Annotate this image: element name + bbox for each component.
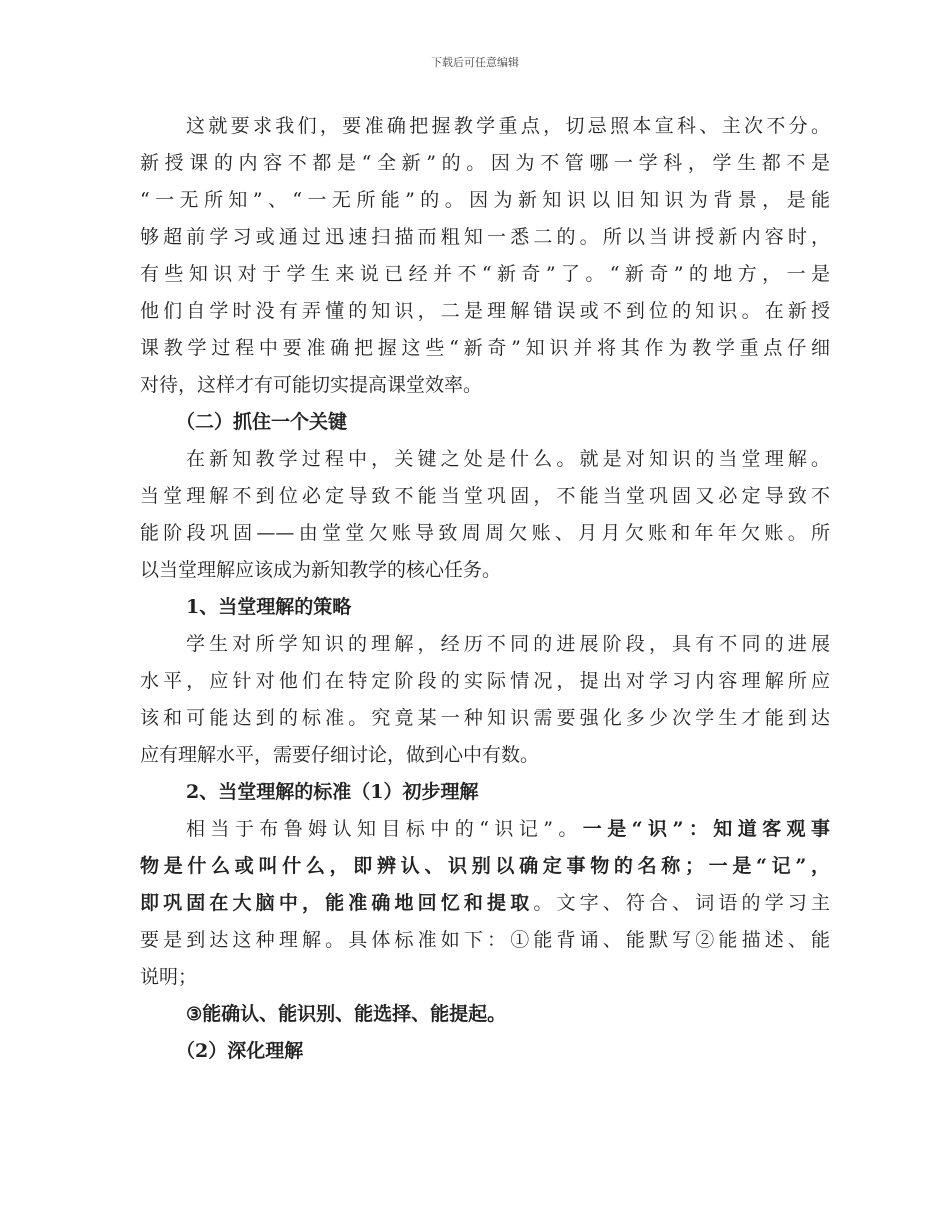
circled-number: ③ xyxy=(186,1004,203,1025)
paragraph-line: 对待，这样才有可能切实提高课堂效率。 xyxy=(140,374,483,396)
paragraph-line: 这就要求我们，要准确把握教学重点，切忌照本宣科、主次不分。 xyxy=(186,115,830,137)
paragraph-line: 该和可能达到的标准。究竟某一种知识需要强化多少次学生才能到达 xyxy=(140,707,830,729)
paragraph-line: 水平，应针对他们在特定阶段的实际情况，提出对学习内容理解所应 xyxy=(140,670,830,692)
subsection-heading: （2）深化理解 xyxy=(176,1040,304,1062)
section-heading: （二）抓住一个关键 xyxy=(176,411,348,433)
paragraph-line: 在新知教学过程中，关键之处是什么。就是对知识的当堂理解。 xyxy=(186,448,830,470)
document-body xyxy=(140,108,830,1070)
paragraph-line: 当堂理解不到位必定导致不能当堂巩固，不能当堂巩固又必定导致不 xyxy=(140,485,830,507)
paragraph-line: 课教学过程中要准确把握这些“新奇”知识并将其作为教学重点仔细 xyxy=(140,337,830,359)
paragraph-line: 要是到达这种理解。具体标准如下：①能背诵、能默写②能描述、能 xyxy=(140,929,830,951)
paragraph-line: 学生对所学知识的理解，经历不同的进展阶段，具有不同的进展 xyxy=(186,633,830,655)
paragraph-line xyxy=(140,811,830,848)
paragraph-line: 他们自学时没有弄懂的知识，二是理解错误或不到位的知识。在新授 xyxy=(140,300,830,322)
subsection-heading: 2、当堂理解的标准（1）初步理解 xyxy=(186,781,479,803)
subsection-heading: 1、当堂理解的策略 xyxy=(186,596,352,618)
bold-text: 即巩固在大脑中，能准确地回忆和提取 xyxy=(140,892,534,914)
paragraph-line: “一无所知”、“一无所能”的。因为新知识以旧知识为背景，是能 xyxy=(140,189,830,211)
paragraph-line: 够超前学习或通过迅速扫描而粗知一悉二的。所以当讲授新内容时， xyxy=(140,226,830,248)
paragraph-line xyxy=(140,885,830,922)
paragraph-line: 新授课的内容不都是“全新”的。因为不管哪一学科，学生都不是 xyxy=(140,152,830,174)
bold-text: 一是“识”：知道客观事 xyxy=(582,818,830,840)
paragraph-line-bold: 物是什么或叫什么，即辨认、识别以确定事物的名称；一是“记”， xyxy=(140,855,830,877)
plain-text: 。文字、符合、词语的学习主 xyxy=(533,892,830,914)
paragraph-line: 有些知识对于学生来说已经并不“新奇”了。“新奇”的地方，一是 xyxy=(140,263,830,285)
plain-text: 相当于布鲁姆认知目标中的“识记”。 xyxy=(186,818,583,840)
bold-text: 能确认、能识别、能选择、能提起。 xyxy=(202,1003,507,1025)
page-header: 下载后可任意编辑 xyxy=(431,56,519,69)
paragraph-line: 以当堂理解应该成为新知教学的核心任务。 xyxy=(140,559,502,581)
paragraph-line: 能阶段巩固——由堂堂欠账导致周周欠账、月月欠账和年年欠账。所 xyxy=(140,522,830,544)
list-item-bold xyxy=(140,996,830,1033)
paragraph-line: 说明； xyxy=(140,966,198,988)
paragraph-line: 应有理解水平，需要仔细讨论，做到心中有数。 xyxy=(140,744,540,766)
